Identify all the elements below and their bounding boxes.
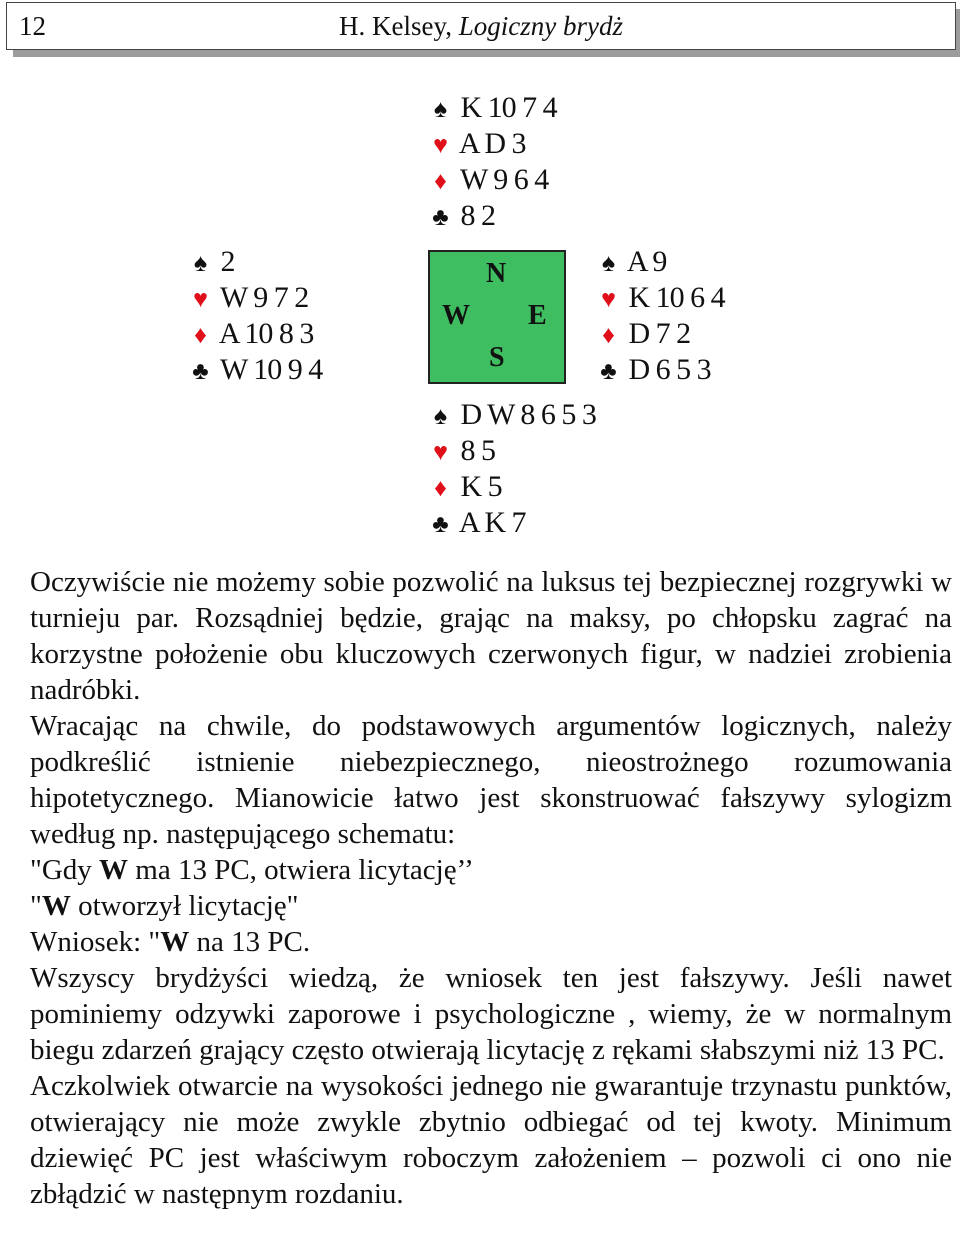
paragraph: Wracając na chwile, do podstawowych argumentów logicznych, należy podkreślić istnienie niebezpiecznego, nieostrożnego rozumowania hipotetycznego. Mianowicie łatwo jest skonstruować fałszywy sylogizm według np. następującego schematu:: [30, 710, 952, 850]
east-diamonds: D 7 2: [628, 317, 691, 350]
east-clubs: D 6 5 3: [628, 353, 711, 386]
paragraph: Wszyscy brydżyści wiedzą, że wniosek ten jest fałszywy. Jeśli nawet pominiemy odzywki zaporowe i psychologiczne , wiemy, że w normalnym biegu zdarzeń grający często otwierają licytację z rękami słabszymi niż 13 PC.: [30, 962, 952, 1066]
paragraph: Aczkolwiek otwarcie na wysokości jednego nie gwarantuje trzynastu punktów, otwierający nie może zwykle zbytnio odbiegać od tej kwoty. Minimum dziewięć PC jest właściwym roboczym założeniem – pozwoli ci ono nie zbłądzić w następnym rozdaniu.: [30, 1070, 952, 1210]
south-clubs: A K 7: [458, 506, 526, 539]
bridge-table-compass: [428, 250, 566, 384]
spade-icon: ♠: [433, 96, 447, 123]
syllogism-line: Wniosek: "W na 13 PC.: [30, 926, 311, 958]
spade-icon: ♠: [601, 250, 615, 277]
east-hand: [594, 244, 725, 388]
club-icon: ♣: [432, 511, 448, 538]
spade-icon: ♠: [433, 403, 447, 430]
paragraph: Oczywiście nie możemy sobie pozwolić na luksus tej bezpiecznej rozgrywki w turnieju par. Rozsądniej będzie, grając na maksy, po chłopsku zagrać na korzystne położenie obu kluczowych czerwonych figur, w nadziei zrobienia nadróbki.: [30, 566, 952, 706]
east-hearts: K 10 6 4: [628, 281, 725, 314]
page-number: 12: [19, 11, 46, 41]
body-text: [6, 564, 952, 1212]
running-head-title: [7, 11, 955, 42]
north-spades: K 10 7 4: [460, 91, 557, 124]
author-name: H. Kelsey,: [339, 11, 459, 41]
diamond-icon: ♦: [602, 322, 614, 349]
compass-north: N: [486, 258, 507, 289]
club-icon: ♣: [600, 358, 616, 385]
club-icon: ♣: [192, 358, 208, 385]
west-spades: 2: [220, 245, 235, 278]
heart-icon: ♥: [433, 132, 447, 159]
syllogism-line: "Gdy W ma 13 PC, otwiera licytację’’: [30, 854, 474, 886]
heart-icon: ♥: [601, 286, 615, 313]
west-hand: [186, 244, 322, 388]
diamond-icon: ♦: [434, 475, 446, 502]
diamond-icon: ♦: [194, 322, 206, 349]
heart-icon: ♥: [193, 286, 207, 313]
spade-icon: ♠: [193, 250, 207, 277]
south-hand: [426, 397, 596, 541]
heart-icon: ♥: [433, 439, 447, 466]
west-diamonds: A 10 8 3: [218, 317, 314, 350]
diamond-icon: ♦: [434, 168, 446, 195]
west-hearts: W 9 7 2: [219, 281, 309, 314]
compass-west: W: [442, 300, 470, 331]
east-spades: A 9: [626, 245, 667, 278]
south-hearts: 8 5: [460, 434, 495, 467]
compass-south: S: [489, 342, 505, 373]
west-clubs: W 10 9 4: [219, 353, 323, 386]
club-icon: ♣: [432, 204, 448, 231]
north-hand: [426, 90, 557, 234]
north-clubs: 8 2: [460, 199, 495, 232]
north-hearts: A D 3: [458, 127, 526, 160]
north-diamonds: W 9 6 4: [459, 163, 549, 196]
running-header: [6, 2, 956, 50]
compass-east: E: [528, 300, 547, 331]
book-title: Logiczny brydż: [458, 11, 623, 41]
south-diamonds: K 5: [460, 470, 502, 503]
south-spades: D W 8 6 5 3: [460, 398, 596, 431]
syllogism-line: "W otworzył licytację": [30, 890, 299, 922]
